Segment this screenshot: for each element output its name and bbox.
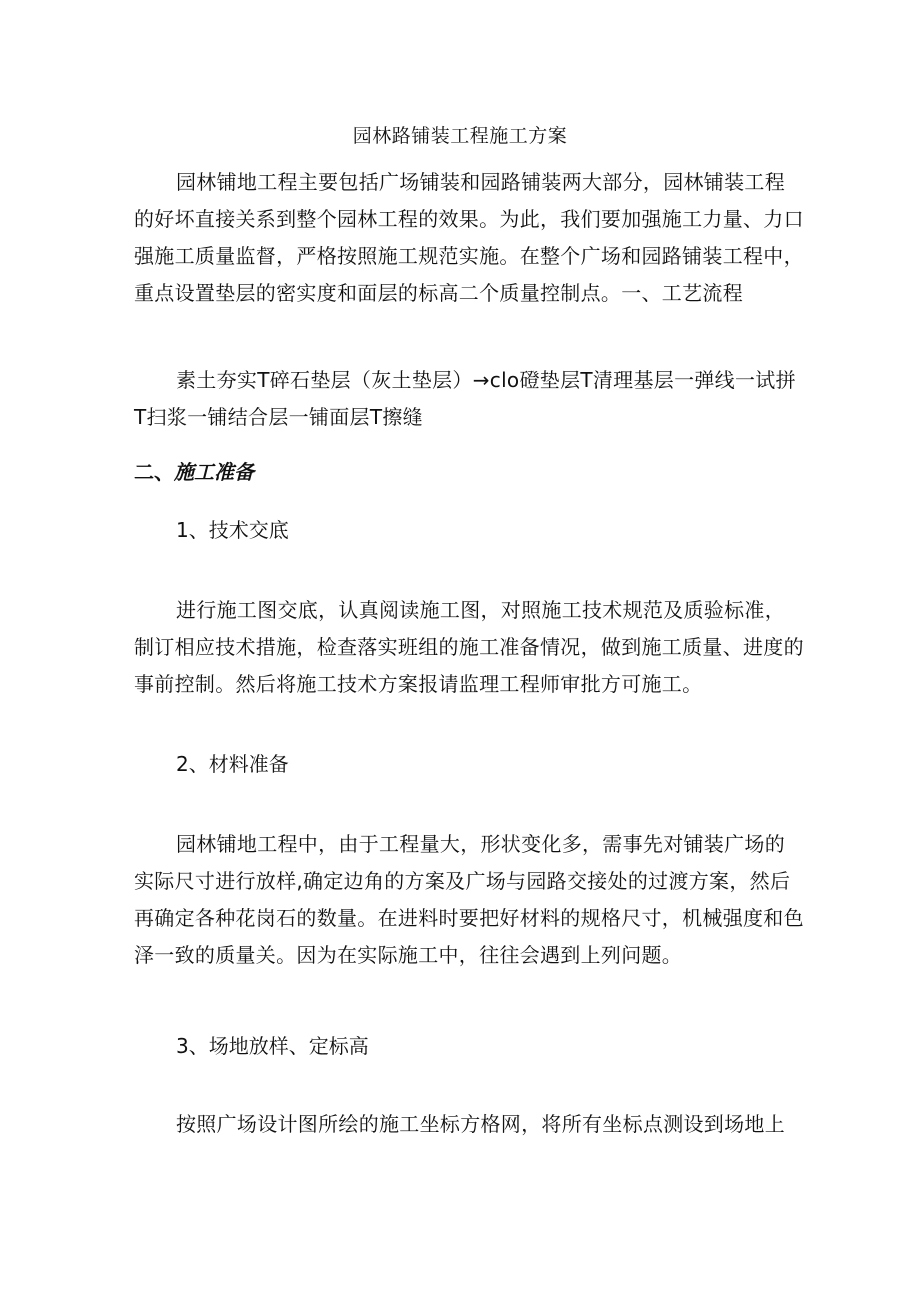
paragraph-line: 泽一致的质量关。因为在实际施工中，往往会遇到上列问题。: [134, 943, 683, 967]
paragraph-line: 实际尺寸进行放样,确定边角的方案及广场与园路交接处的过渡方案，然后: [134, 869, 791, 893]
paragraph-line: 重点设置垫层的密实度和面层的标高二个质量控制点。一、工艺流程: [134, 281, 743, 305]
intro-paragraph: [134, 164, 804, 312]
paragraph-line: 的好坏直接关系到整个园林工程的效果。为此，我们要加强施工力量、力口: [134, 207, 804, 231]
section-heading-preparation: [134, 458, 254, 486]
paragraph-line: 强施工质量监督，严格按照施工规范实施。在整个广场和园路铺装工程中，: [134, 244, 804, 268]
paragraph-line: 按照广场设计图所绘的施工坐标方格网，将所有坐标点测设到场地上: [176, 1112, 785, 1136]
paragraph-line: T扫浆一铺结合层一铺面层T擦缝: [134, 405, 423, 429]
paragraph-line: 再确定各种花岗石的数量。在进料时要把好材料的规格尺寸，机械强度和色: [134, 906, 804, 930]
document-title: 园林路铺装工程施工方案: [352, 125, 568, 147]
section-title: 施工准备: [174, 460, 254, 484]
section-number: 二、: [134, 460, 174, 484]
subsection-heading-tech-briefing: 1、技术交底: [176, 518, 289, 542]
materials-paragraph: [134, 826, 804, 974]
paragraph-line: 制订相应技术措施，检查落实班组的施工准备情况，做到施工质量、进度的: [134, 635, 804, 659]
paragraph-line: 进行施工图交底，认真阅读施工图，对照施工技术规范及质验标准，: [176, 598, 785, 622]
subsection-heading-materials: 2、材料准备: [176, 752, 289, 776]
process-flow-paragraph: [134, 362, 794, 436]
paragraph-line: 素土夯实T碎石垫层（灰土垫层）→clo磴垫层T清理基层一弹线一试拼: [176, 368, 796, 392]
paragraph-line: 事前控制。然后将施工技术方案报请监理工程师审批方可施工。: [134, 672, 703, 696]
subsection-heading-layout-elevation: 3、场地放样、定标高: [176, 1034, 369, 1058]
layout-paragraph: [134, 1106, 794, 1143]
paragraph-line: 园林铺地工程主要包括广场铺装和园路铺装两大部分，园林铺装工程: [176, 170, 785, 194]
tech-briefing-paragraph: [134, 592, 804, 703]
paragraph-line: 园林铺地工程中，由于工程量大，形状变化多，需事先对铺装广场的: [176, 832, 785, 856]
